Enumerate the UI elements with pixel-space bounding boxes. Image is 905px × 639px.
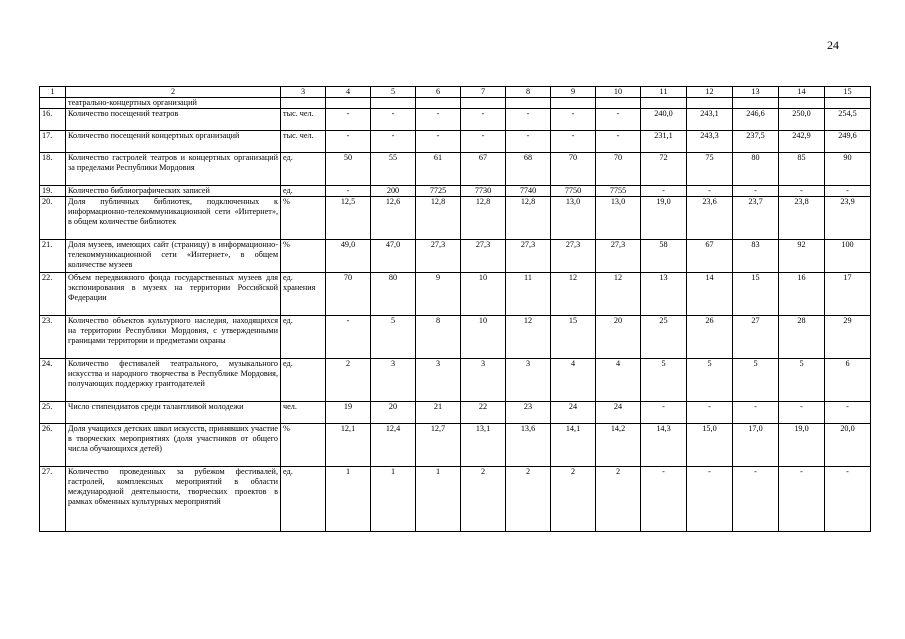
unit-cell: тыс. чел. bbox=[281, 131, 326, 153]
value-cell: 7740 bbox=[506, 186, 551, 197]
table-row bbox=[40, 131, 871, 153]
value-cell: 27,3 bbox=[461, 240, 506, 273]
value-cell: 15 bbox=[733, 273, 779, 316]
value-cell: 240,0 bbox=[641, 109, 687, 131]
value-cell: 11 bbox=[506, 273, 551, 316]
value-cell: - bbox=[326, 131, 371, 153]
value-cell: 70 bbox=[326, 273, 371, 316]
value-cell bbox=[596, 98, 641, 109]
value-cell: 70 bbox=[596, 153, 641, 186]
value-cell: 24 bbox=[551, 402, 596, 424]
value-cell: 5 bbox=[687, 359, 733, 402]
value-cell: 90 bbox=[825, 153, 871, 186]
value-cell: 12,8 bbox=[506, 197, 551, 240]
row-number: 16. bbox=[40, 109, 66, 131]
value-cell: 14,1 bbox=[551, 424, 596, 467]
unit-cell: ед. bbox=[281, 316, 326, 359]
value-cell: 85 bbox=[779, 153, 825, 186]
value-cell: 28 bbox=[779, 316, 825, 359]
table-row bbox=[40, 240, 871, 273]
page-number: 24 bbox=[827, 38, 839, 52]
value-cell: 10 bbox=[461, 316, 506, 359]
value-cell: - bbox=[596, 131, 641, 153]
value-cell: 12,8 bbox=[416, 197, 461, 240]
value-cell: 12,1 bbox=[326, 424, 371, 467]
value-cell: 70 bbox=[551, 153, 596, 186]
table-header-row bbox=[40, 87, 871, 98]
value-cell: 5 bbox=[371, 316, 416, 359]
value-cell: - bbox=[416, 131, 461, 153]
row-number: 21. bbox=[40, 240, 66, 273]
value-cell: 249,6 bbox=[825, 131, 871, 153]
row-number: 24. bbox=[40, 359, 66, 402]
value-cell: - bbox=[779, 402, 825, 424]
column-header: 10 bbox=[596, 87, 641, 98]
value-cell: 12,8 bbox=[461, 197, 506, 240]
value-cell bbox=[551, 98, 596, 109]
row-number: 22. bbox=[40, 273, 66, 316]
value-cell: 8 bbox=[416, 316, 461, 359]
unit-cell: чел. bbox=[281, 402, 326, 424]
value-cell bbox=[825, 98, 871, 109]
value-cell: 7725 bbox=[416, 186, 461, 197]
value-cell: 17,0 bbox=[733, 424, 779, 467]
value-cell: 14,3 bbox=[641, 424, 687, 467]
value-cell: - bbox=[641, 467, 687, 532]
indicator-name: Количество библиографических записей bbox=[66, 186, 281, 197]
value-cell: - bbox=[779, 186, 825, 197]
value-cell: 16 bbox=[779, 273, 825, 316]
value-cell: 68 bbox=[506, 153, 551, 186]
value-cell: 75 bbox=[687, 153, 733, 186]
table-row bbox=[40, 402, 871, 424]
value-cell: 15 bbox=[551, 316, 596, 359]
row-number: 19. bbox=[40, 186, 66, 197]
value-cell: - bbox=[733, 467, 779, 532]
indicators-table bbox=[39, 86, 871, 532]
value-cell: - bbox=[641, 186, 687, 197]
value-cell: - bbox=[371, 109, 416, 131]
value-cell: 15,0 bbox=[687, 424, 733, 467]
value-cell: 7755 bbox=[596, 186, 641, 197]
value-cell: 5 bbox=[779, 359, 825, 402]
column-header: 9 bbox=[551, 87, 596, 98]
row-number: 26. bbox=[40, 424, 66, 467]
column-header: 5 bbox=[371, 87, 416, 98]
value-cell: 12,5 bbox=[326, 197, 371, 240]
value-cell: 83 bbox=[733, 240, 779, 273]
indicator-name: Количество посещений концертных организаций bbox=[66, 131, 281, 153]
column-header: 7 bbox=[461, 87, 506, 98]
value-cell bbox=[461, 98, 506, 109]
row-number: 20. bbox=[40, 197, 66, 240]
table-row bbox=[40, 424, 871, 467]
unit-cell: ед. bbox=[281, 186, 326, 197]
value-cell: 23,6 bbox=[687, 197, 733, 240]
value-cell: - bbox=[506, 131, 551, 153]
value-cell: 50 bbox=[326, 153, 371, 186]
indicator-name: Доля учащихся детских школ искусств, принявших участие в творческих мероприятиях (доля участников от общего числа обучающихся детей) bbox=[66, 424, 281, 467]
row-number: 25. bbox=[40, 402, 66, 424]
indicator-name: Доля музеев, имеющих сайт (страницу) в информационно-телекоммуникационной сети «Интернет», в общем количестве музеев bbox=[66, 240, 281, 273]
value-cell: 25 bbox=[641, 316, 687, 359]
value-cell: 19,0 bbox=[779, 424, 825, 467]
row-number: 17. bbox=[40, 131, 66, 153]
value-cell: 4 bbox=[551, 359, 596, 402]
value-cell: 27,3 bbox=[416, 240, 461, 273]
indicator-name: Количество гастролей театров и концертных организаций за пределами Республики Мордовия bbox=[66, 153, 281, 186]
value-cell: 254,5 bbox=[825, 109, 871, 131]
value-cell: 12 bbox=[506, 316, 551, 359]
value-cell bbox=[779, 98, 825, 109]
value-cell: 58 bbox=[641, 240, 687, 273]
value-cell bbox=[371, 98, 416, 109]
indicator-name: Доля публичных библиотек, подключенных к информационно-телекоммуникационной сети «Интернет», в общем количестве библиотек bbox=[66, 197, 281, 240]
table-row bbox=[40, 359, 871, 402]
value-cell: 3 bbox=[461, 359, 506, 402]
column-header: 15 bbox=[825, 87, 871, 98]
column-header: 8 bbox=[506, 87, 551, 98]
value-cell: 200 bbox=[371, 186, 416, 197]
value-cell: 80 bbox=[371, 273, 416, 316]
value-cell: - bbox=[371, 131, 416, 153]
value-cell: 2 bbox=[326, 359, 371, 402]
value-cell: 13 bbox=[641, 273, 687, 316]
value-cell: - bbox=[326, 109, 371, 131]
column-header: 12 bbox=[687, 87, 733, 98]
value-cell bbox=[416, 98, 461, 109]
indicator-name: Количество посещений театров bbox=[66, 109, 281, 131]
value-cell: 9 bbox=[416, 273, 461, 316]
column-header: 13 bbox=[733, 87, 779, 98]
value-cell: 22 bbox=[461, 402, 506, 424]
row-number: 18. bbox=[40, 153, 66, 186]
value-cell: 23,8 bbox=[779, 197, 825, 240]
value-cell: 80 bbox=[733, 153, 779, 186]
value-cell: 55 bbox=[371, 153, 416, 186]
value-cell: 12,6 bbox=[371, 197, 416, 240]
value-cell: 14,2 bbox=[596, 424, 641, 467]
unit-cell: % bbox=[281, 197, 326, 240]
value-cell: 2 bbox=[506, 467, 551, 532]
value-cell: 26 bbox=[687, 316, 733, 359]
value-cell: 67 bbox=[687, 240, 733, 273]
value-cell bbox=[326, 98, 371, 109]
value-cell: 12,4 bbox=[371, 424, 416, 467]
row-number bbox=[40, 98, 66, 109]
table-row bbox=[40, 153, 871, 186]
value-cell: - bbox=[825, 186, 871, 197]
value-cell: 5 bbox=[641, 359, 687, 402]
value-cell: 20 bbox=[596, 316, 641, 359]
value-cell: 6 bbox=[825, 359, 871, 402]
value-cell: - bbox=[551, 109, 596, 131]
column-header: 4 bbox=[326, 87, 371, 98]
indicator-name: Количество проведенных за рубежом фестивалей, гастролей, комплексных мероприятий в области международной деятельности, творческих проектов в рамках обменных культурных мероприятий bbox=[66, 467, 281, 532]
value-cell: 242,9 bbox=[779, 131, 825, 153]
unit-cell: ед. bbox=[281, 359, 326, 402]
value-cell: 2 bbox=[596, 467, 641, 532]
value-cell: - bbox=[461, 109, 506, 131]
value-cell: 12,7 bbox=[416, 424, 461, 467]
unit-cell: тыс. чел. bbox=[281, 109, 326, 131]
table-row bbox=[40, 98, 871, 109]
value-cell: 92 bbox=[779, 240, 825, 273]
indicator-name: Число стипендиатов среди талантливой молодежи bbox=[66, 402, 281, 424]
value-cell: 10 bbox=[461, 273, 506, 316]
value-cell: 5 bbox=[733, 359, 779, 402]
indicator-name: Количество объектов культурного наследия, находящихся на территории Республики Мордовия, с утвержденными границами территории и предметами охраны bbox=[66, 316, 281, 359]
value-cell: - bbox=[779, 467, 825, 532]
unit-cell: ед. хранения bbox=[281, 273, 326, 316]
value-cell: 1 bbox=[326, 467, 371, 532]
value-cell: 17 bbox=[825, 273, 871, 316]
unit-cell: ед. bbox=[281, 153, 326, 186]
row-number: 27. bbox=[40, 467, 66, 532]
value-cell bbox=[506, 98, 551, 109]
column-header: 11 bbox=[641, 87, 687, 98]
value-cell: 243,1 bbox=[687, 109, 733, 131]
column-header: 1 bbox=[40, 87, 66, 98]
value-cell: 67 bbox=[461, 153, 506, 186]
value-cell: 72 bbox=[641, 153, 687, 186]
unit-cell: ед. bbox=[281, 467, 326, 532]
value-cell: - bbox=[461, 131, 506, 153]
value-cell: - bbox=[825, 402, 871, 424]
value-cell: 47,0 bbox=[371, 240, 416, 273]
value-cell: 27 bbox=[733, 316, 779, 359]
table-row bbox=[40, 316, 871, 359]
value-cell: 243,3 bbox=[687, 131, 733, 153]
value-cell: 3 bbox=[371, 359, 416, 402]
value-cell: - bbox=[326, 186, 371, 197]
value-cell: - bbox=[687, 402, 733, 424]
value-cell: 23,9 bbox=[825, 197, 871, 240]
value-cell: 2 bbox=[461, 467, 506, 532]
value-cell: 13,1 bbox=[461, 424, 506, 467]
value-cell: 3 bbox=[506, 359, 551, 402]
value-cell bbox=[687, 98, 733, 109]
value-cell: 250,0 bbox=[779, 109, 825, 131]
value-cell: 14 bbox=[687, 273, 733, 316]
value-cell: 27,3 bbox=[596, 240, 641, 273]
value-cell: 13,0 bbox=[596, 197, 641, 240]
value-cell: 49,0 bbox=[326, 240, 371, 273]
value-cell: 12 bbox=[596, 273, 641, 316]
value-cell: 1 bbox=[416, 467, 461, 532]
value-cell: 7730 bbox=[461, 186, 506, 197]
table-row bbox=[40, 197, 871, 240]
column-header: 6 bbox=[416, 87, 461, 98]
value-cell bbox=[641, 98, 687, 109]
value-cell: 27,3 bbox=[506, 240, 551, 273]
table-row bbox=[40, 273, 871, 316]
column-header: 14 bbox=[779, 87, 825, 98]
value-cell: - bbox=[687, 467, 733, 532]
value-cell: 1 bbox=[371, 467, 416, 532]
value-cell: 20 bbox=[371, 402, 416, 424]
value-cell: 61 bbox=[416, 153, 461, 186]
column-header: 3 bbox=[281, 87, 326, 98]
value-cell: - bbox=[596, 109, 641, 131]
value-cell: - bbox=[551, 131, 596, 153]
value-cell: 23 bbox=[506, 402, 551, 424]
value-cell: 19,0 bbox=[641, 197, 687, 240]
value-cell: - bbox=[825, 467, 871, 532]
value-cell bbox=[733, 98, 779, 109]
table-row bbox=[40, 109, 871, 131]
value-cell: - bbox=[733, 402, 779, 424]
value-cell: 4 bbox=[596, 359, 641, 402]
value-cell: 12 bbox=[551, 273, 596, 316]
unit-cell bbox=[281, 98, 326, 109]
indicator-name: Объем передвижного фонда государственных музеев для экспонирования в музеях на территории Российской Федерации bbox=[66, 273, 281, 316]
value-cell: - bbox=[641, 402, 687, 424]
value-cell: - bbox=[687, 186, 733, 197]
indicator-name: театрально-концертных организаций bbox=[66, 98, 281, 109]
value-cell: 100 bbox=[825, 240, 871, 273]
value-cell: 19 bbox=[326, 402, 371, 424]
value-cell: 29 bbox=[825, 316, 871, 359]
value-cell: 246,6 bbox=[733, 109, 779, 131]
value-cell: 13,6 bbox=[506, 424, 551, 467]
value-cell: 20,0 bbox=[825, 424, 871, 467]
unit-cell: % bbox=[281, 424, 326, 467]
value-cell: - bbox=[506, 109, 551, 131]
value-cell: - bbox=[326, 316, 371, 359]
value-cell: 23,7 bbox=[733, 197, 779, 240]
value-cell: 7750 bbox=[551, 186, 596, 197]
indicator-name: Количество фестивалей театрального, музыкального искусства и народного творчества в Республике Мордовия, получающих поддержку грантодателей bbox=[66, 359, 281, 402]
value-cell: - bbox=[416, 109, 461, 131]
value-cell: 24 bbox=[596, 402, 641, 424]
value-cell: 27,3 bbox=[551, 240, 596, 273]
value-cell: 3 bbox=[416, 359, 461, 402]
value-cell: 231,1 bbox=[641, 131, 687, 153]
value-cell: - bbox=[733, 186, 779, 197]
row-number: 23. bbox=[40, 316, 66, 359]
value-cell: 237,5 bbox=[733, 131, 779, 153]
table-row bbox=[40, 467, 871, 532]
table-row bbox=[40, 186, 871, 197]
value-cell: 21 bbox=[416, 402, 461, 424]
value-cell: 13,0 bbox=[551, 197, 596, 240]
column-header: 2 bbox=[66, 87, 281, 98]
unit-cell: % bbox=[281, 240, 326, 273]
value-cell: 2 bbox=[551, 467, 596, 532]
